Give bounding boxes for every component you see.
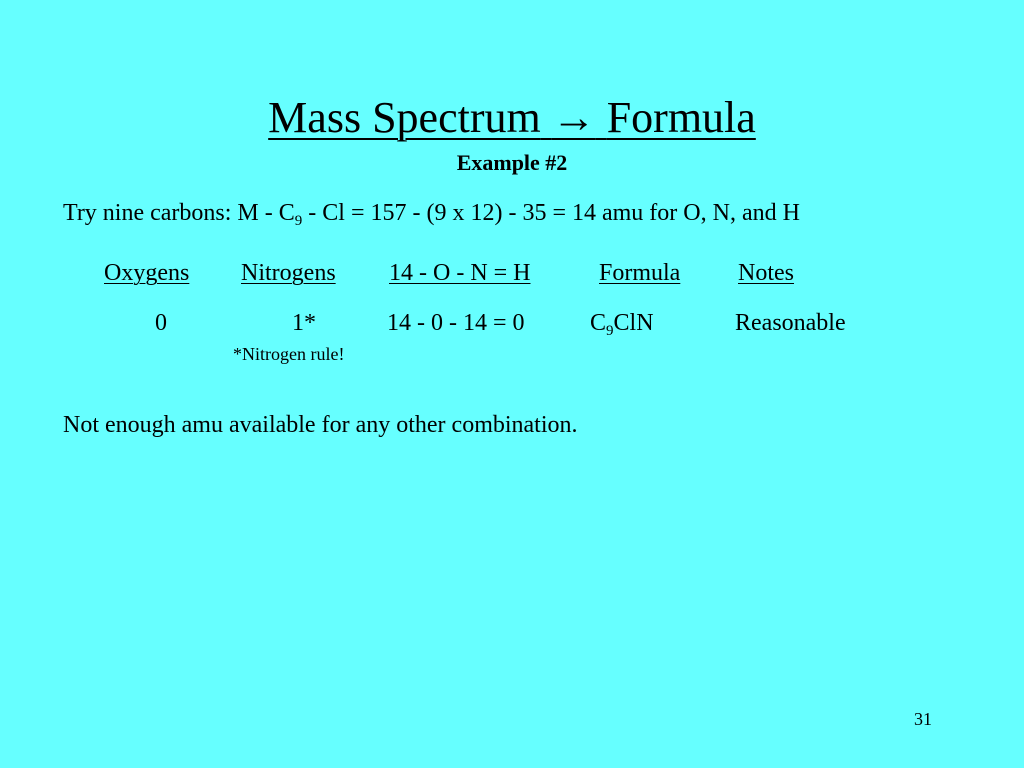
formula-suffix: ClN [613,310,654,336]
header-formula: Formula [599,260,681,286]
cell-notes: Reasonable [735,310,846,336]
header-notes: Notes [738,260,794,286]
slide-title-text [268,93,756,142]
trial-suffix: - Cl = 157 - (9 x 12) - 35 = 14 amu for O, N, and H [302,200,800,226]
title-left: Mass Spectrum [268,93,541,142]
title-right: Formula [606,93,756,142]
trial-statement [63,197,800,229]
slide-subtitle: Example #2 [456,150,568,175]
carbon-subscript: 9 [294,213,303,229]
cell-nitrogens: 1* [292,310,316,336]
trial-prefix: Try nine carbons: M - C [63,200,295,226]
right-arrow-icon: → [551,93,596,142]
nitrogen-rule-footnote: *Nitrogen rule! [233,344,345,364]
cell-equation: 14 - 0 - 14 = 0 [387,310,525,336]
header-oxygens: Oxygens [104,260,190,286]
slide-title [0,92,1024,144]
slide-number: 31 [914,709,932,729]
cell-formula [590,307,654,339]
header-nitrogens: Nitrogens [241,260,336,286]
formula-subscript: 9 [606,323,614,339]
header-equation: 14 - O - N = H [389,260,531,286]
formula-prefix: C [590,310,607,336]
conclusion-text: Not enough amu available for any other combination. [63,412,578,438]
cell-oxygens: 0 [155,310,167,336]
